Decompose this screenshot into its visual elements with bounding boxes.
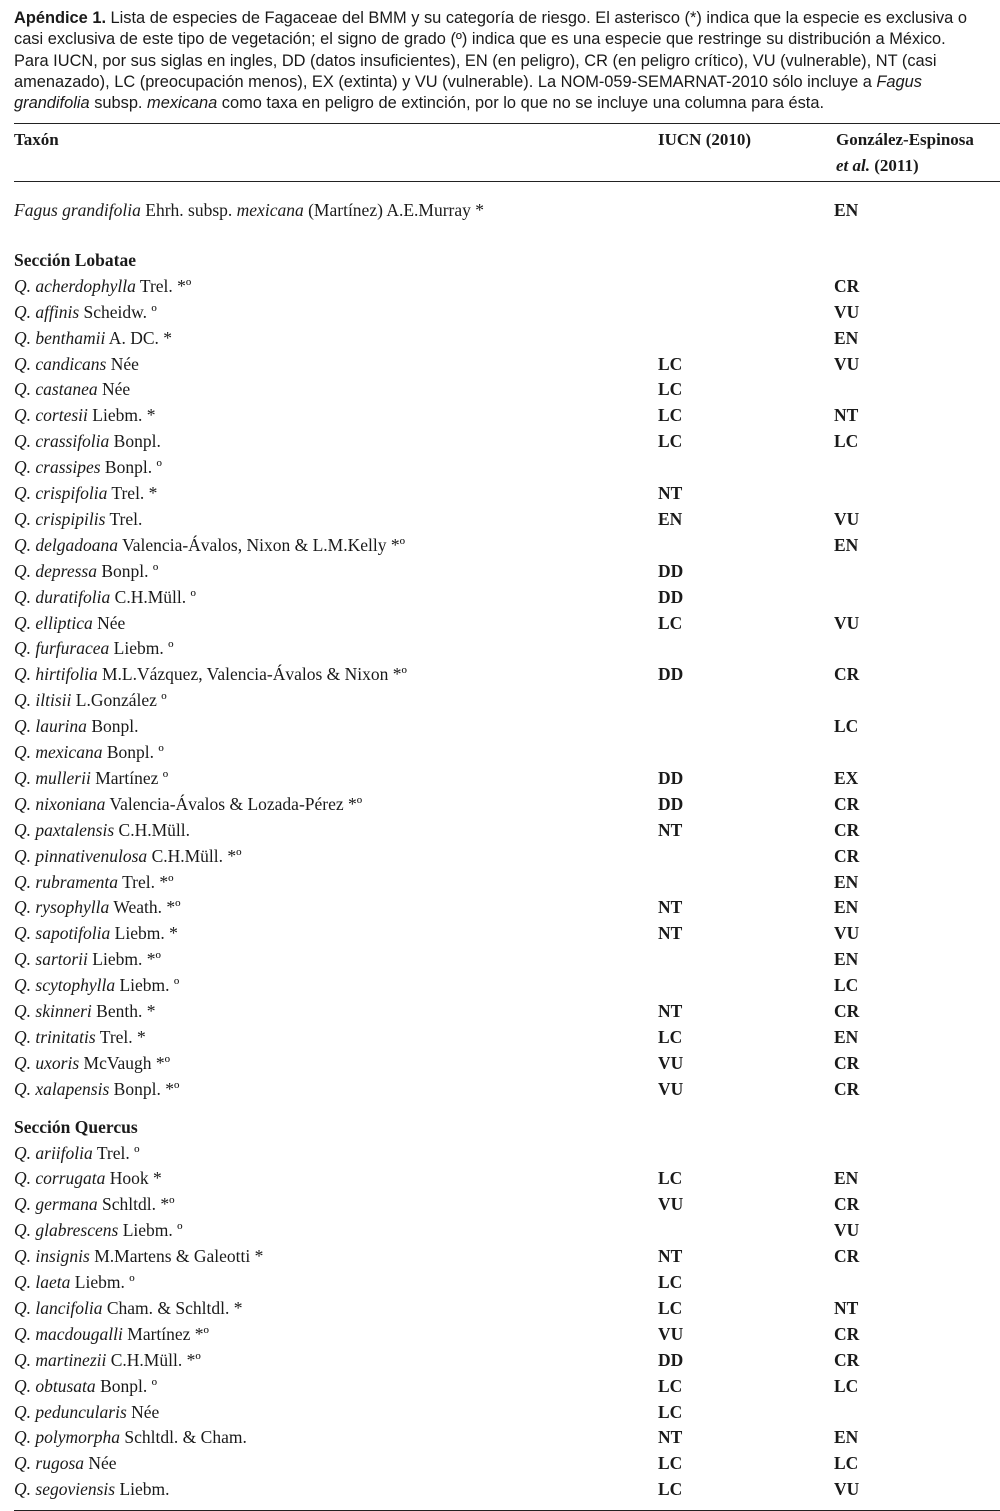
taxon-name: Q. elliptica [14,612,93,633]
table-row [14,817,1000,843]
taxon-cell: Q. crispipilis Trel. [14,508,143,529]
ge-cell: CR [834,1052,860,1073]
section-heading-row [14,247,1000,273]
taxon-name: Q. hirtifolia [14,664,98,685]
table-row [14,1347,1000,1373]
table-row [14,843,1000,869]
iucn-cell: NT [658,1427,683,1448]
table-row [14,584,1000,610]
iucn-cell: VU [658,1194,684,1215]
table-row [14,299,1000,325]
taxon-cell: Q. duratifolia C.H.Müll. º [14,586,196,607]
table-row [14,1191,1000,1217]
taxon-cell: Q. iltisii L.González º [14,690,167,711]
taxon-name: Q. rubramenta [14,871,119,892]
ge-cell: EN [834,949,859,970]
header-taxon: Taxón [14,130,59,149]
iucn-cell: DD [658,767,684,788]
taxon-cell: Q. glabrescens Liebm. º [14,1220,183,1241]
table-caption [14,8,1000,114]
table-row [14,972,1000,998]
ge-cell: CR [834,275,860,296]
taxon-name: Q. affinis [14,301,80,322]
taxon-cell: Q. mexicana Bonpl. º [14,742,164,762]
iucn-cell: LC [658,1479,683,1500]
taxon-name: Q. iltisii [14,690,72,711]
iucn-cell: DD [658,793,684,814]
ge-cell: VU [834,612,860,633]
taxon-name: Q. lancifolia [14,1297,103,1318]
iucn-cell: NT [658,1246,683,1267]
taxon-name: Q. corrugata [14,1168,106,1189]
taxon-name: Q. sapotifolia [14,923,111,944]
iucn-cell: LC [658,379,683,400]
iucn-cell: VU [658,1052,684,1073]
taxon-cell: Q. ariifolia Trel. º [14,1142,140,1163]
caption-line: Para IUCN, por sus siglas en ingles, DD (datos insuficientes), EN (en peligro), CR (en peligro crítico), VU (vulnerable), NT (casi [14,51,937,70]
table-row [14,894,1000,920]
taxon-name: Q. mexicana [14,742,103,762]
table-row [14,869,1000,895]
taxon-name: Q. xalapensis [14,1078,110,1099]
table-row [14,1476,1000,1502]
ge-cell: CR [834,845,860,866]
table-row [14,1243,1000,1269]
taxon-name: Q. martinezii [14,1349,107,1370]
ge-cell: VU [834,923,860,944]
taxon-name: Q. crispifolia [14,483,108,503]
taxon-cell: Q. crassifolia Bonpl. [14,431,161,452]
table-row [14,1217,1000,1243]
taxon-cell: Q. macdougalli Martínez *º [14,1323,209,1344]
taxon-cell: Q. skinneri Benth. * [14,1001,156,1021]
iucn-cell: NT [658,819,683,840]
ge-cell: LC [834,1453,859,1474]
table-row [14,946,1000,972]
iucn-cell: NT [658,897,683,918]
header-iucn: IUCN (2010) [658,130,752,149]
table-row [14,713,1000,739]
taxon-cell: Q. xalapensis Bonpl. *º [14,1078,180,1099]
table-row [14,197,1000,223]
table-row [14,325,1000,351]
table-row [14,1424,1000,1450]
taxon-cell: Q. depressa Bonpl. º [14,560,159,581]
table-row [14,506,1000,532]
table-row [14,920,1000,946]
iucn-cell: LC [658,1297,683,1318]
taxon-cell: Q. crassipes Bonpl. º [14,457,162,478]
table-row [14,765,1000,791]
ge-cell: EN [834,200,859,220]
taxon-cell: Q. hirtifolia M.L.Vázquez, Valencia-Ávalos & Nixon *º [14,664,407,685]
taxon-cell: Q. germana Schltdl. *º [14,1194,175,1215]
taxon-name: Q. sartorii [14,949,88,970]
ge-cell: VU [834,1220,860,1241]
taxon-cell: Q. laeta Liebm. º [14,1272,135,1292]
iucn-cell: NT [658,1001,683,1021]
caption-line [14,8,1000,29]
table-row [14,661,1000,687]
taxon-cell: Q. uxoris McVaugh *º [14,1052,171,1073]
table-row [14,1076,1000,1102]
taxon-cell: Q. castanea Née [14,379,131,400]
taxon-name: Q. germana [14,1194,98,1215]
taxon-cell: Q. furfuracea Liebm. º [14,638,174,659]
table-row [14,558,1000,584]
iucn-cell: EN [658,508,683,529]
taxon-cell: Q. corrugata Hook * [14,1168,162,1189]
taxon-name: Q. macdougalli [14,1323,123,1344]
iucn-cell: NT [658,483,683,503]
section-label: Sección Quercus [14,1116,138,1137]
taxon-cell: Q. sapotifolia Liebm. * [14,923,178,944]
iucn-cell: VU [658,1323,684,1344]
taxon-name: Q. obtusata [14,1375,96,1396]
ge-cell: EN [834,897,859,918]
ge-cell: CR [834,1323,860,1344]
taxon-name: Q. glabrescens [14,1220,119,1241]
taxon-cell: Q. segoviensis Liebm. [14,1479,170,1500]
taxon-name: Q. rysophylla [14,897,110,918]
taxon-cell: Q. benthamii A. DC. * [14,327,172,348]
taxon-name: Q. segoviensis [14,1479,116,1500]
caption-line: amenazado), LC (preocupación menos), EX (extinta) y VU (vulnerable). La NOM-059-SEMARNAT-2010 sólo incluye a Fagus [14,72,922,91]
taxon-cell: Q. martinezii C.H.Müll. *º [14,1349,201,1370]
ge-cell: CR [834,1349,860,1370]
taxon-name: Q. skinneri [14,1001,92,1021]
iucn-cell: LC [658,1272,683,1292]
table-row [14,454,1000,480]
caption-text: Lista de especies de Fagaceae del BMM y su categoría de riesgo. El asterisco (*) indica que la especie es exclusiva o [106,9,967,27]
table-row [14,1050,1000,1076]
taxon-cell: Q. cortesii Liebm. * [14,405,156,426]
iucn-cell: LC [658,405,683,426]
table-row [14,480,1000,506]
ge-cell: CR [834,793,860,814]
taxon-cell: Q. acherdophylla Trel. *º [14,275,192,296]
ge-cell: LC [834,716,859,737]
ge-cell: NT [834,405,859,426]
taxon-cell: Q. obtusata Bonpl. º [14,1375,158,1396]
taxon-name: Q. benthamii [14,327,106,348]
header-gonzalez-espinosa [836,127,974,179]
taxon-name: Q. castanea [14,379,98,400]
ge-cell: NT [834,1297,859,1318]
header-ge-line1: González-Espinosa [836,130,974,149]
header-ge-etal: et al. [836,156,870,175]
iucn-cell: LC [658,1375,683,1396]
ge-cell: VU [834,301,860,322]
iucn-cell: DD [658,560,684,581]
taxon-name: Q. crispipilis [14,508,106,529]
taxon-cell: Q. affinis Scheidw. º [14,301,157,322]
taxon-name: Fagus grandifolia [14,200,141,220]
iucn-cell: LC [658,1453,683,1474]
table-row [14,791,1000,817]
taxon-name: Q. rugosa [14,1453,85,1474]
taxon-cell: Q. elliptica Née [14,612,126,633]
taxon-cell: Q. trinitatis Trel. * [14,1026,146,1047]
iucn-cell: NT [658,923,683,944]
taxon-cell: Q. laurina Bonpl. [14,716,139,737]
taxon-name: Q. laurina [14,716,87,737]
taxon-cell: Q. lancifolia Cham. & Schltdl. * [14,1297,243,1318]
taxon-name: Q. crassifolia [14,431,110,452]
ge-cell: CR [834,1078,860,1099]
ge-cell: EN [834,1168,859,1189]
table-row [14,1321,1000,1347]
taxon-name: Q. uxoris [14,1052,80,1073]
table-header-rule [14,181,1000,182]
ge-cell: VU [834,508,860,529]
table-row [14,1140,1000,1166]
taxon-name: Q. cortesii [14,405,88,426]
taxon-name: Q. insignis [14,1246,90,1267]
taxon-name: Q. peduncularis [14,1401,127,1422]
header-ge-year: (2011) [870,156,919,175]
table-row [14,402,1000,428]
caption-line: grandifolia subsp. mexicana como taxa en peligro de extinción, por lo que no se incluye una columna para ésta. [14,94,825,113]
table-row [14,739,1000,765]
taxon-name: Q. candicans [14,353,107,374]
ge-cell: EX [834,767,859,788]
table-row [14,1450,1000,1476]
ge-cell: LC [834,975,859,996]
taxon-name: Q. furfuracea [14,638,110,659]
taxon-name: Q. laeta [14,1272,71,1292]
taxon-cell: Fagus grandifolia Ehrh. subsp. mexicana (Martínez) A.E.Murray * [14,200,485,220]
taxon-name: Q. acherdophylla [14,275,136,296]
table-row [14,532,1000,558]
table-row [14,610,1000,636]
table-top-rule [14,123,1000,124]
table-row [14,428,1000,454]
taxon-name: Q. mullerii [14,767,91,788]
ge-cell: EN [834,534,859,555]
table-row [14,687,1000,713]
taxon-cell: Q. rugosa Née [14,1453,117,1474]
table-row [14,351,1000,377]
ge-cell: CR [834,1246,860,1267]
taxon-cell: Q. nixoniana Valencia-Ávalos & Lozada-Pérez *º [14,793,363,814]
iucn-cell: LC [658,353,683,374]
taxon-name: Q. polymorpha [14,1427,120,1448]
ge-cell: EN [834,327,859,348]
iucn-cell: LC [658,1026,683,1047]
ge-cell: CR [834,664,860,685]
table-row [14,1295,1000,1321]
table-row [14,635,1000,661]
taxon-cell: Q. peduncularis Née [14,1401,160,1422]
table-row [14,1269,1000,1295]
caption-line: casi exclusiva de este tipo de vegetación; el signo de grado (º) indica que es una especie que restringe su distribución a México. [14,30,946,49]
iucn-cell: DD [658,1349,684,1370]
ge-cell: CR [834,819,860,840]
taxon-name: Q. trinitatis [14,1026,96,1047]
table-row [14,273,1000,299]
taxon-cell: Q. insignis M.Martens & Galeotti * [14,1246,264,1267]
taxon-cell: Q. mullerii Martínez º [14,767,169,788]
taxon-name: Q. crassipes [14,457,101,478]
taxon-cell: Q. paxtalensis C.H.Müll. [14,819,190,840]
ge-cell: EN [834,871,859,892]
taxon-cell: Q. sartorii Liebm. *º [14,949,161,970]
taxon-name: Q. duratifolia [14,586,111,607]
ge-cell: LC [834,1375,859,1396]
iucn-cell: LC [658,1401,683,1422]
ge-cell: VU [834,1479,860,1500]
taxon-cell: Q. scytophylla Liebm. º [14,975,180,996]
taxon-name: Q. paxtalensis [14,819,115,840]
section-label: Sección Lobatae [14,249,137,270]
ge-cell: VU [834,353,860,374]
iucn-cell: LC [658,1168,683,1189]
header-ge-line2 [836,153,974,179]
taxon-cell: Q. candicans Née [14,353,139,374]
taxon-name: Q. delgadoana [14,534,119,555]
caption-label: Apéndice 1. [14,9,106,27]
infraspecific-name: mexicana [236,200,304,220]
iucn-cell: LC [658,431,683,452]
taxon-cell: Q. delgadoana Valencia-Ávalos, Nixon & L.M.Kelly *º [14,534,406,555]
table-row [14,1399,1000,1425]
taxon-cell: Q. pinnativenulosa C.H.Müll. *º [14,845,242,866]
document-page [14,8,1000,1500]
taxon-name: Q. depressa [14,560,97,581]
taxon-name: Q. pinnativenulosa [14,845,148,866]
iucn-cell: VU [658,1078,684,1099]
taxon-name: Q. nixoniana [14,793,106,814]
ge-cell: EN [834,1026,859,1047]
table-row [14,1373,1000,1399]
section-heading-row [14,1114,1000,1140]
taxon-name: Q. ariifolia [14,1142,93,1163]
table-row [14,1024,1000,1050]
iucn-cell: DD [658,586,684,607]
ge-cell: EN [834,1427,859,1448]
ge-cell: LC [834,431,859,452]
table-row [14,998,1000,1024]
taxon-name: Q. scytophylla [14,975,116,996]
table-row [14,376,1000,402]
taxon-cell: Q. crispifolia Trel. * [14,483,158,503]
ge-cell: CR [834,1001,860,1021]
taxon-cell: Q. rysophylla Weath. *º [14,897,181,918]
table-row [14,1165,1000,1191]
ge-cell: CR [834,1194,860,1215]
iucn-cell: LC [658,612,683,633]
iucn-cell: DD [658,664,684,685]
taxon-cell: Q. rubramenta Trel. *º [14,871,174,892]
taxon-cell: Q. polymorpha Schltdl. & Cham. [14,1427,247,1448]
